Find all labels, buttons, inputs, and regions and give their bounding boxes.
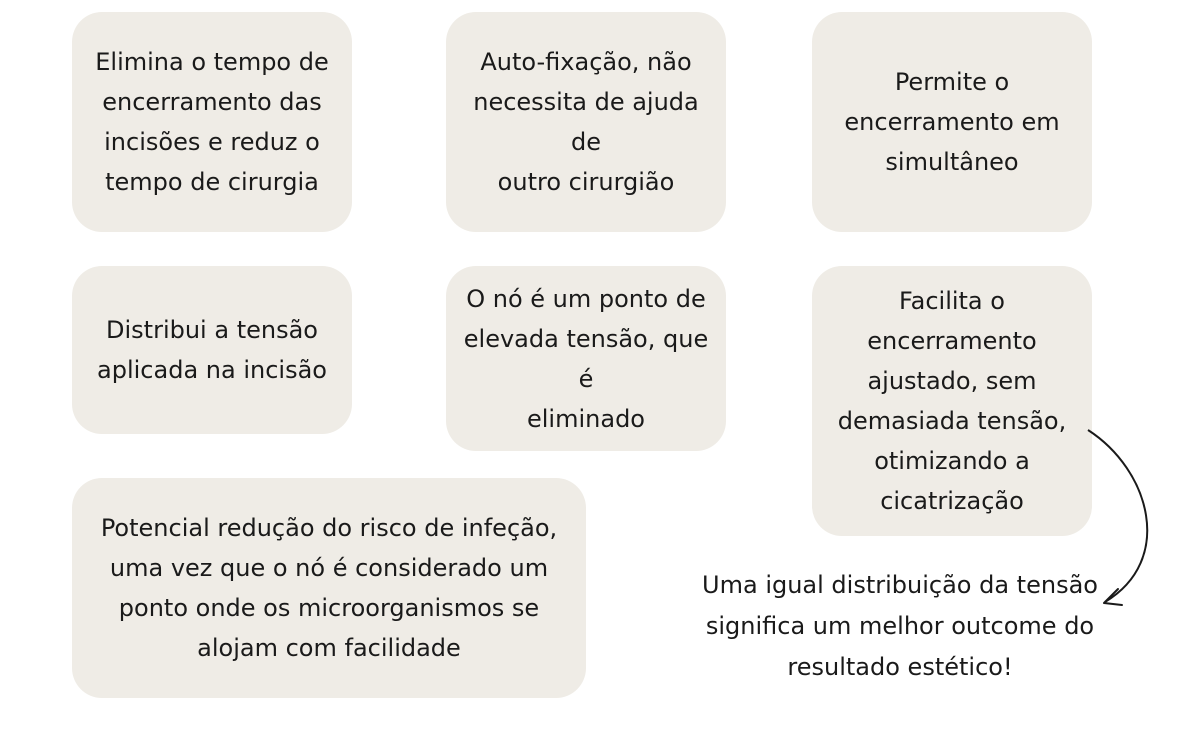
benefit-card-tension-distribution: Distribui a tensão aplicada na incisão: [72, 266, 352, 434]
benefit-card-self-fixation: Auto-fixação, não necessita de ajuda de outro cirurgião: [446, 12, 726, 232]
benefit-card-infection-risk: Potencial redução do risco de infeção, uma vez que o nó é considerado um ponto onde os microorganismos se alojam com facilidade: [72, 478, 586, 698]
benefit-card-adjusted-closure: Facilita o encerramento ajustado, sem demasiada tensão, otimizando a cicatrização: [812, 266, 1092, 536]
conclusion-note: Uma igual distribuição da tensão significa um melhor outcome do resultado estético!: [702, 571, 1098, 681]
benefit-card-time: Elimina o tempo de encerramento das incisões e reduz o tempo de cirurgia: [72, 12, 352, 232]
benefit-card-knot-elimination: O nó é um ponto de elevada tensão, que é eliminado: [446, 266, 726, 451]
benefit-card-simultaneous: Permite o encerramento em simultâneo: [812, 12, 1092, 232]
